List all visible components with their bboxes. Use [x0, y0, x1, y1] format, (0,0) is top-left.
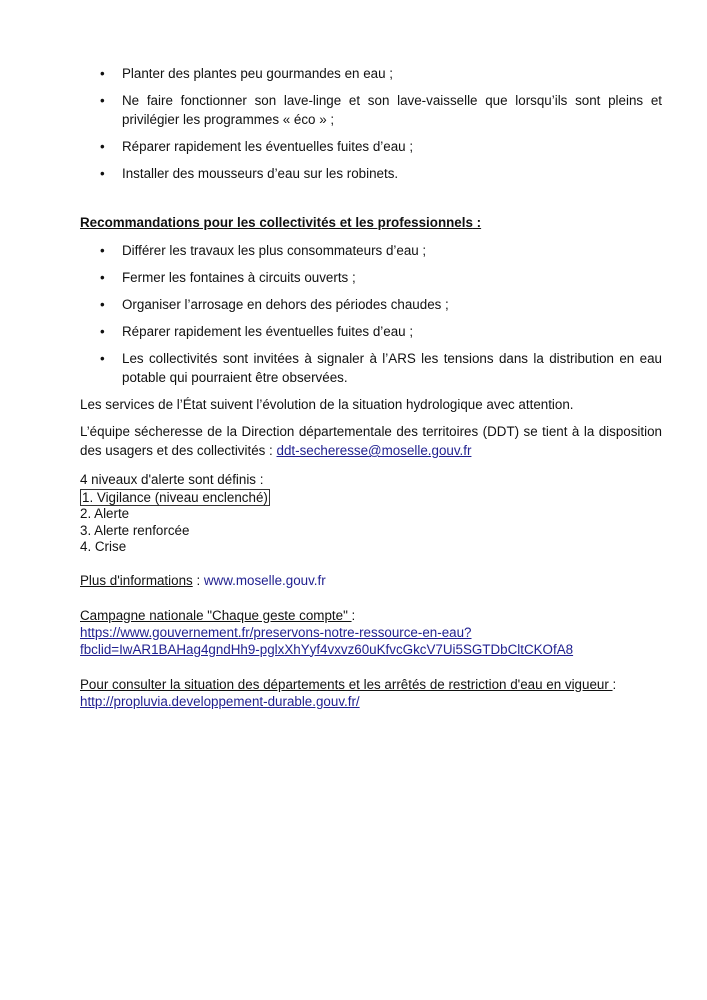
propluvia-label: Pour consulter la situation des départements et les arrêtés de restriction d'eau en vigueur: [80, 676, 613, 692]
alert-levels: [80, 472, 662, 556]
campaign-link-line2: [80, 641, 662, 658]
bullet: •: [100, 270, 105, 285]
list-item: [80, 268, 662, 287]
list-item-text: Installer des mousseurs d’eau sur les robinets.: [122, 166, 399, 181]
bullet: •: [100, 243, 105, 258]
propluvia-link[interactable]: http://propluvia.developpement-durable.gouv.fr/: [80, 693, 360, 709]
bullet: •: [100, 93, 105, 108]
list-item-text: Les collectivités sont invitées à signaler à l’ARS les tensions dans la distribution en eau potable qui pourraient être observées.: [122, 351, 662, 385]
drought-email-link[interactable]: ddt-secheresse@moselle.gouv.fr: [276, 443, 472, 458]
alert-level-item: 4. Crise: [80, 539, 127, 554]
section-heading-colon: :: [472, 215, 482, 230]
more-info: [80, 572, 662, 589]
list-item-text: Fermer les fontaines à circuits ouverts ;: [122, 270, 356, 285]
list-item-text: Réparer rapidement les éventuelles fuites d’eau ;: [122, 139, 414, 154]
campaign-link[interactable]: https://www.gouvernement.fr/preservons-notre-ressource-en-eau?: [80, 624, 472, 640]
more-info-separator: :: [192, 572, 204, 588]
propluvia-title: [80, 676, 662, 693]
monitoring-paragraph: Les services de l’État suivent l’évolution de la situation hydrologique avec attention.: [80, 397, 574, 412]
more-info-link[interactable]: www.moselle.gouv.fr: [203, 572, 326, 588]
list-item: [80, 137, 662, 156]
bullet: •: [100, 166, 105, 181]
bullet: •: [100, 324, 105, 339]
more-info-label: Plus d'informations: [80, 572, 193, 588]
drought-team-paragraph: [80, 422, 662, 460]
list-item: [80, 349, 662, 387]
list-item-text: Différer les travaux les plus consommateurs d’eau ;: [122, 243, 427, 258]
drought-team-text: L’équipe sécheresse de la Direction départementale des territoires (DDT) se tient à la disposition des usagers et des collectivités :: [80, 424, 662, 458]
list-item-text: Ne faire fonctionner son lave-linge et son lave-vaisselle que lorsqu’ils sont pleins et privilégier les programmes « éco » ;: [122, 93, 662, 127]
collectivity-recommendations-list: [80, 241, 662, 387]
list-item: [80, 241, 662, 260]
propluvia: [80, 676, 662, 710]
alert-levels-intro: 4 niveaux d'alerte sont définis :: [80, 472, 264, 487]
campaign-colon: :: [351, 607, 356, 623]
section-heading-text: Recommandations pour les collectivités et les professionnels: [80, 215, 473, 230]
bullet: •: [100, 297, 105, 312]
alert-level-item: 2. Alerte: [80, 506, 130, 521]
alert-level-item: 3. Alerte renforcée: [80, 522, 190, 538]
bullet: •: [100, 351, 105, 366]
campaign: [80, 607, 662, 658]
propluvia-link-line: [80, 693, 662, 710]
list-item: [80, 295, 662, 314]
campaign-link-line1: [80, 624, 662, 641]
propluvia-colon: :: [612, 676, 617, 692]
campaign-title: [80, 607, 662, 624]
page-content: [80, 64, 662, 710]
campaign-link-continued[interactable]: fbclid=IwAR1BAHag4gndHh9-pglxXhYyf4vxvz60uKfvcGkcV7Ui5SGTDbCltCKOfA8: [80, 641, 574, 657]
section-heading: [80, 213, 662, 232]
bullet: •: [100, 66, 105, 81]
alert-level-current: 1. Vigilance (niveau enclenché): [82, 489, 268, 505]
bullet: •: [100, 139, 105, 154]
list-item: [80, 91, 662, 129]
household-recommendations-list: [80, 64, 662, 183]
list-item: [80, 64, 662, 83]
list-item-text: Planter des plantes peu gourmandes en eau ;: [122, 66, 393, 81]
list-item-text: Organiser l’arrosage en dehors des périodes chaudes ;: [122, 297, 449, 312]
list-item: [80, 322, 662, 341]
alert-level-item: [80, 489, 662, 507]
list-item-text: Réparer rapidement les éventuelles fuites d’eau ;: [122, 324, 414, 339]
campaign-label: Campagne nationale "Chaque geste compte": [80, 607, 352, 623]
list-item: [80, 164, 662, 183]
